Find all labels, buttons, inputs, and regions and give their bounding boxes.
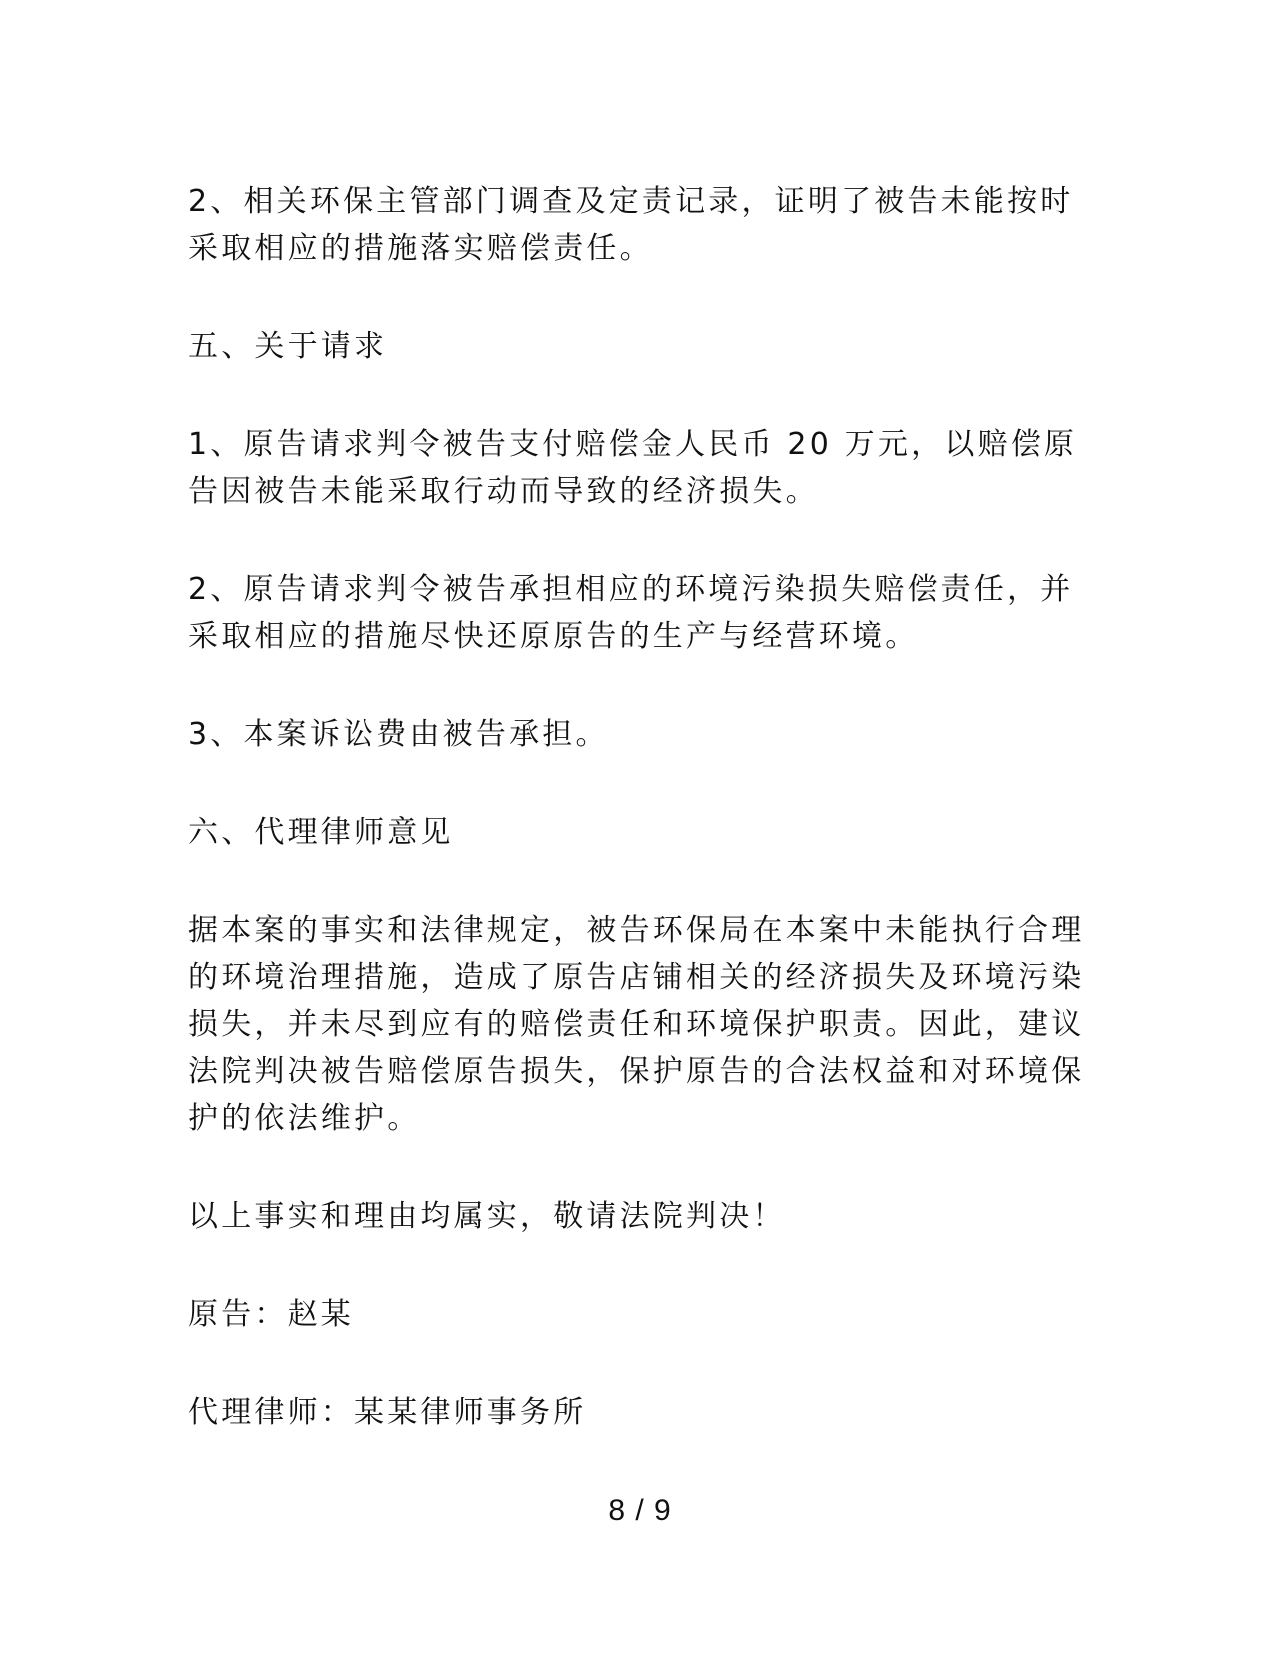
lawyer-opinion-text: 据本案的事实和法律规定，被告环保局在本案中未能执行合理的环境治理措施，造成了原告店铺相关的经济损失及环境污染损失，并未尽到应有的赔偿责任和环境保护职责。因此，建议法院判决被告赔偿原告损失，保护原告的合法权益和对环境保护的依法维护。	[188, 913, 1085, 1136]
agent-lawyer-signature: 代理律师：某某律师事务所	[188, 1395, 587, 1430]
page-number: 8 / 9	[608, 1494, 672, 1527]
document-body	[188, 178, 1093, 1487]
section-heading-requests: 五、关于请求	[188, 329, 388, 364]
plaintiff-signature: 原告：赵某	[188, 1297, 354, 1332]
section-heading-lawyer-opinion: 六、代理律师意见	[188, 815, 454, 850]
evidence-item-2: 2、相关环保主管部门调查及定责记录，证明了被告未能按时采取相应的措施落实赔偿责任。	[188, 184, 1074, 266]
request-item-1: 1、原告请求判令被告支付赔偿金人民币 20 万元，以赔偿原告因被告未能采取行动而导致的经济损失。	[188, 427, 1078, 509]
request-item-2: 2、原告请求判令被告承担相应的环境污染损失赔偿责任，并采取相应的措施尽快还原原告的生产与经营环境。	[188, 572, 1074, 654]
request-item-3: 3、本案诉讼费由被告承担。	[188, 717, 609, 752]
closing-statement: 以上事实和理由均属实，敬请法院判决！	[188, 1199, 786, 1234]
